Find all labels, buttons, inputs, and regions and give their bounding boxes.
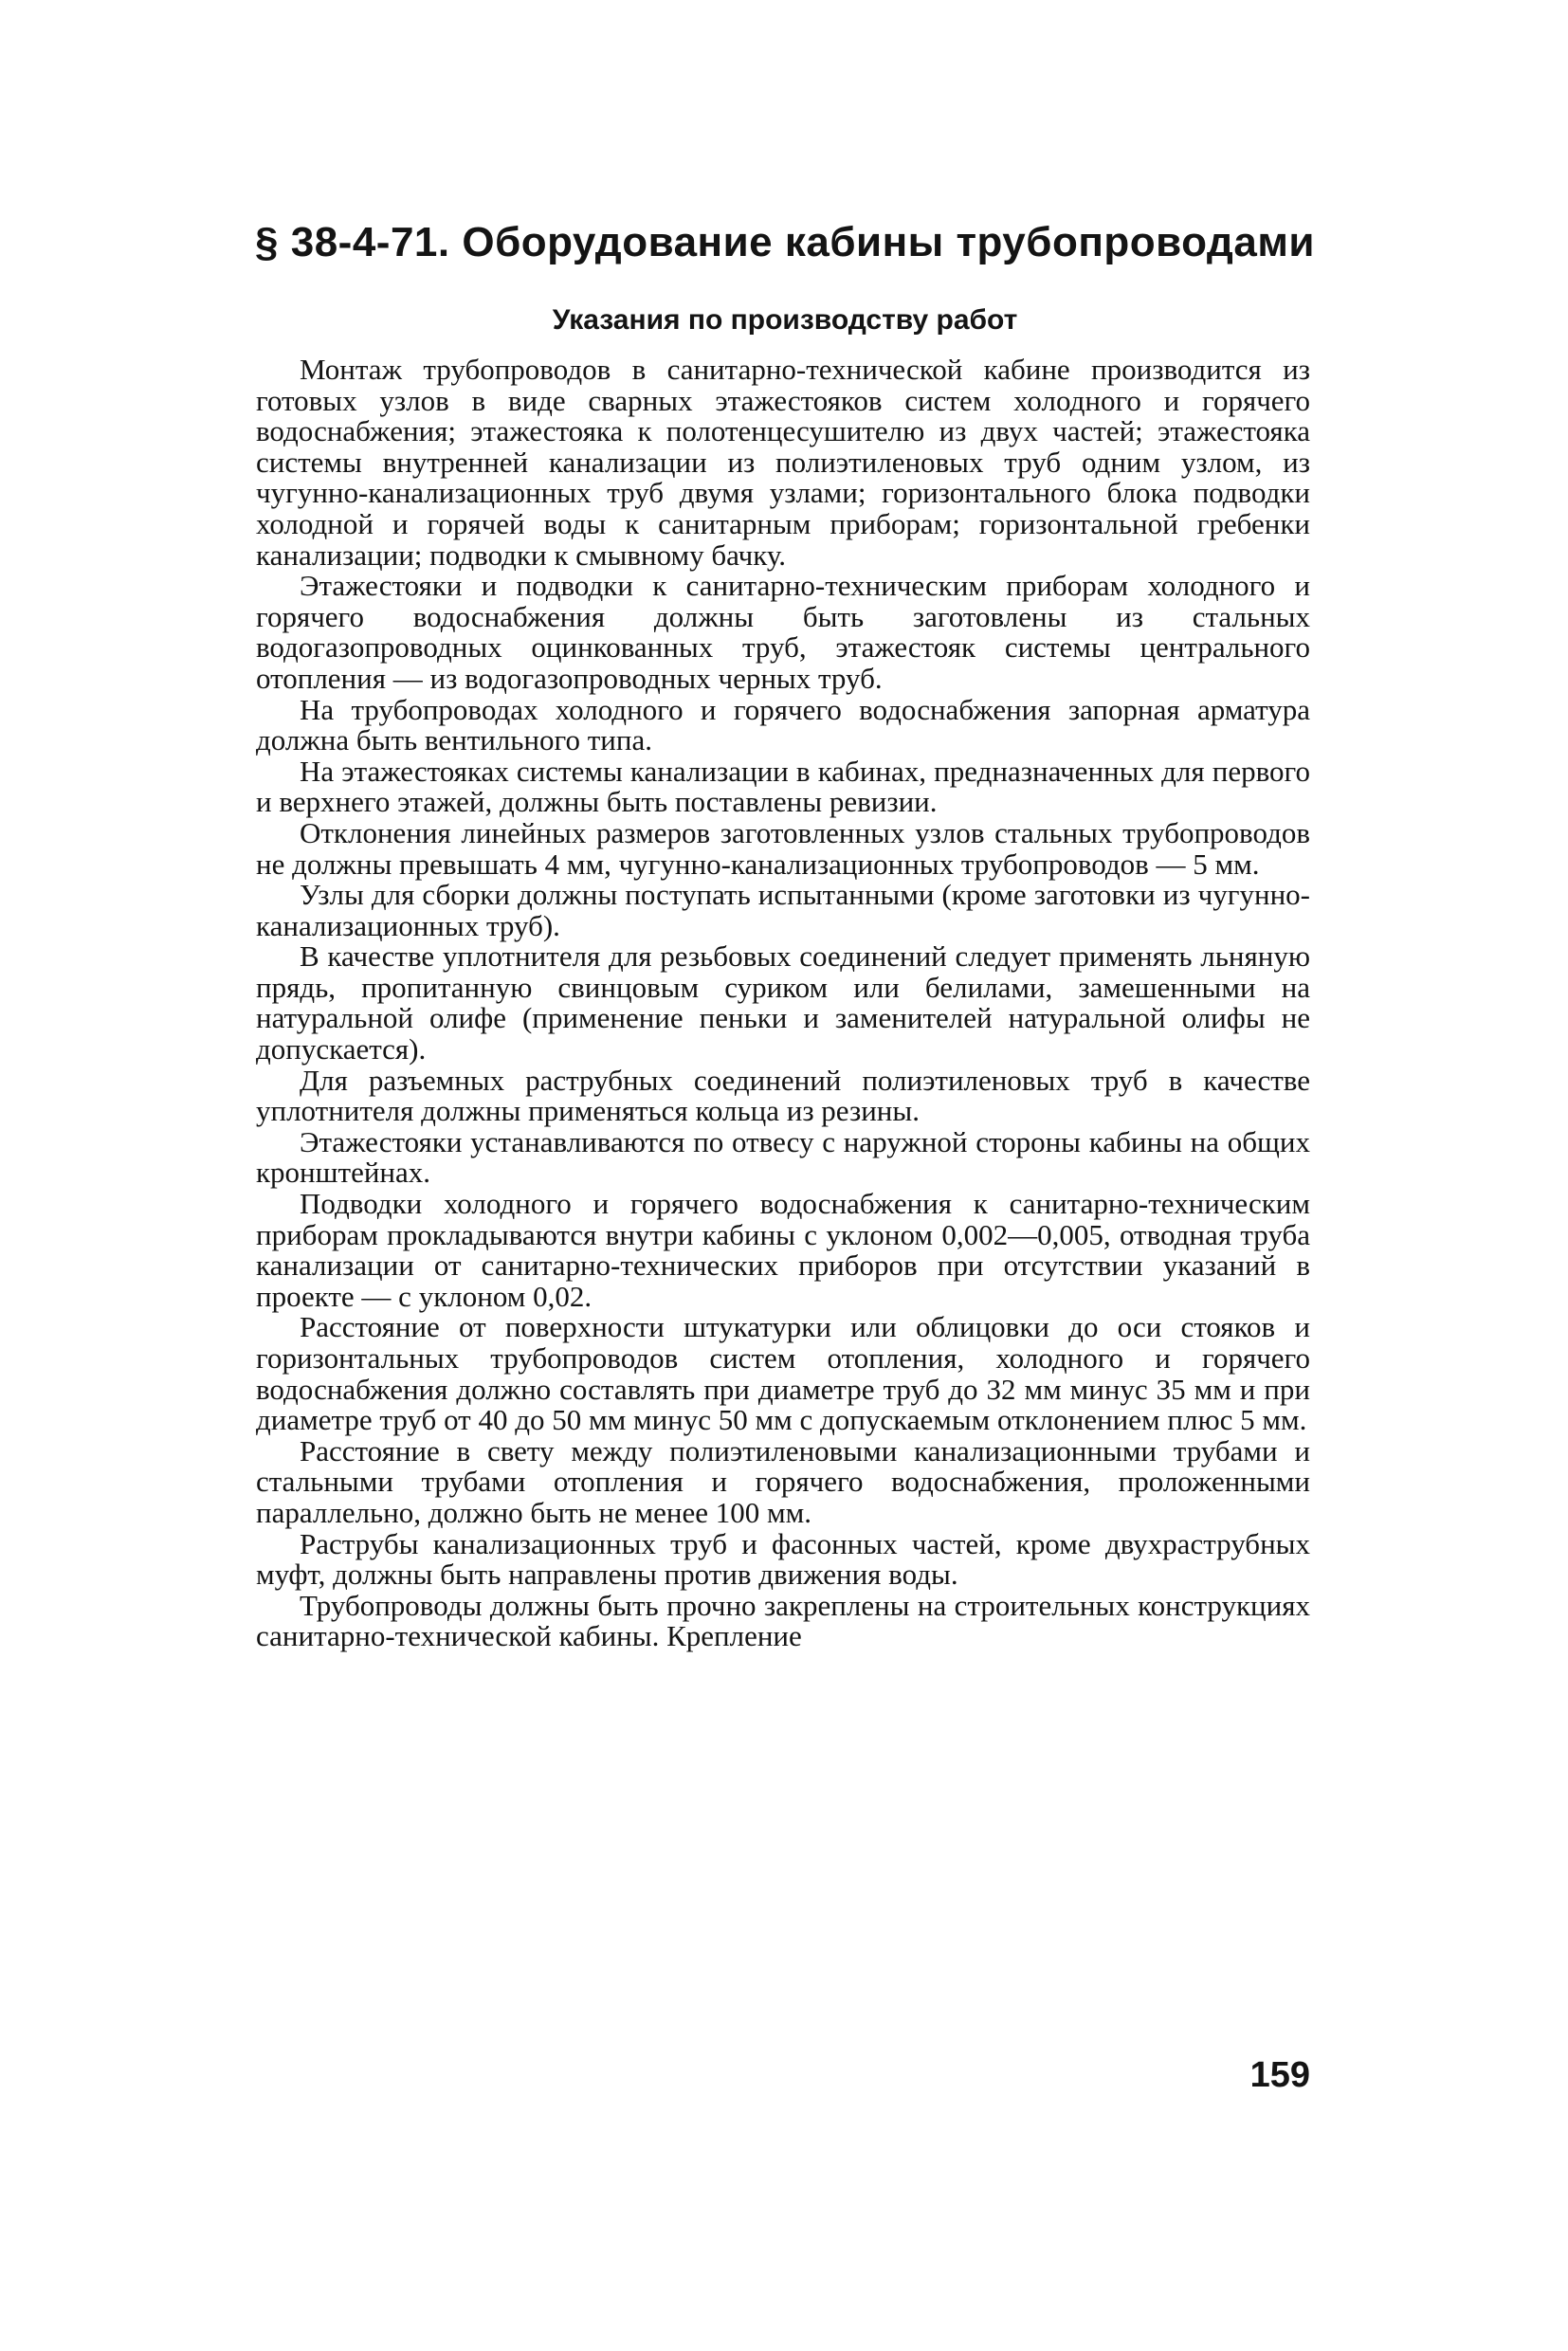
paragraph-8: Для разъемных раструбных соединений полиэтиленовых труб в качестве уплотнителя должны применяться кольца из резины.: [256, 1063, 1310, 1128]
paragraph-1: Монтаж трубопроводов в санитарно-технической кабине производится из готовых узлов в виде сварных этажестояков систем холодного и горячего водоснабжения; этажестояка к полотенцесушителю из двух частей; этажестояка системы внутренней канализации из полиэтиленовых труб одним узлом, из чугунно-канализационных труб двумя узлами; горизонтального блока подводки холодной и горячей воды к санитарным приборам; горизонтальной гребенки канализации; подводки к смывному бачку.: [256, 353, 1310, 572]
paragraph-14: Трубопроводы должны быть прочно закреплены на строительных конструкциях санитарно-технической кабины. Крепление: [256, 1588, 1310, 1653]
body-text: [256, 355, 1310, 1652]
section-subheading: Указания по производству работ: [552, 304, 1018, 336]
paragraph-6: Узлы для сборки должны поступать испытанными (кроме заготовки из чугунно-канализационных труб).: [256, 878, 1310, 942]
paragraph-5: Отклонения линейных размеров заготовленных узлов стальных трубопроводов не должны превышать 4 мм, чугунно-канализационных трубопроводов — 5 мм.: [256, 815, 1310, 881]
paragraph-9: Этажестояки устанавливаются по отвесу с наружной стороны кабины на общих кронштейнах.: [256, 1124, 1310, 1190]
paragraph-11: Расстояние от поверхности штукатурки или облицовки до оси стояков и горизонтальных трубопроводов систем отопления, холодного и горячего водоснабжения должно составлять при диаметре труб до 32 мм минус 35 мм и при диаметре труб от 40 до 50 мм минус 50 мм с допускаемым отклонением плюс 5 мм.: [256, 1310, 1310, 1437]
paragraph-4: На этажестояках системы канализации в кабинах, предназначенных для первого и верхнего этажей, должны быть поставлены ревизии.: [256, 754, 1310, 819]
paragraph-13: Раструбы канализационных труб и фасонных частей, кроме двухраструбных муфт, должны быть направлены против движения воды.: [256, 1526, 1310, 1592]
paragraph-10: Подводки холодного и горячего водоснабжения к санитарно-техническим приборам прокладываются внутри кабины с уклоном 0,002—0,005, отводная труба канализации от санитарно-технических приборов при отсутствии указаний в проекте — с уклоном 0,02.: [256, 1187, 1310, 1313]
paragraph-7: В качестве уплотнителя для резьбовых соединений следует применять льняную прядь, пропитанную свинцовым суриком или белилами, замешенными на натуральной олифе (применение пеньки и заменителей натуральной олифы не допускается).: [256, 939, 1310, 1066]
paragraph-2: Этажестояки и подводки к санитарно-техническим приборам холодного и горячего водоснабжения должны быть заготовлены из стальных водогазопроводных оцинкованных труб, этажестояк системы центрального отопления — из водогазопроводных черных труб.: [256, 569, 1310, 695]
paragraph-3: На трубопроводах холодного и горячего водоснабжения запорная арматура должна быть вентильного типа.: [256, 692, 1310, 757]
page-number: 159: [1249, 2055, 1310, 2095]
section-heading: § 38-4-71. Оборудование кабины трубопроводами: [255, 219, 1315, 265]
paragraph-12: Расстояние в свету между полиэтиленовыми канализационными трубами и стальными трубами отопления и горячего водоснабжения, проложенными параллельно, должно быть не менее 100 мм.: [256, 1433, 1310, 1529]
